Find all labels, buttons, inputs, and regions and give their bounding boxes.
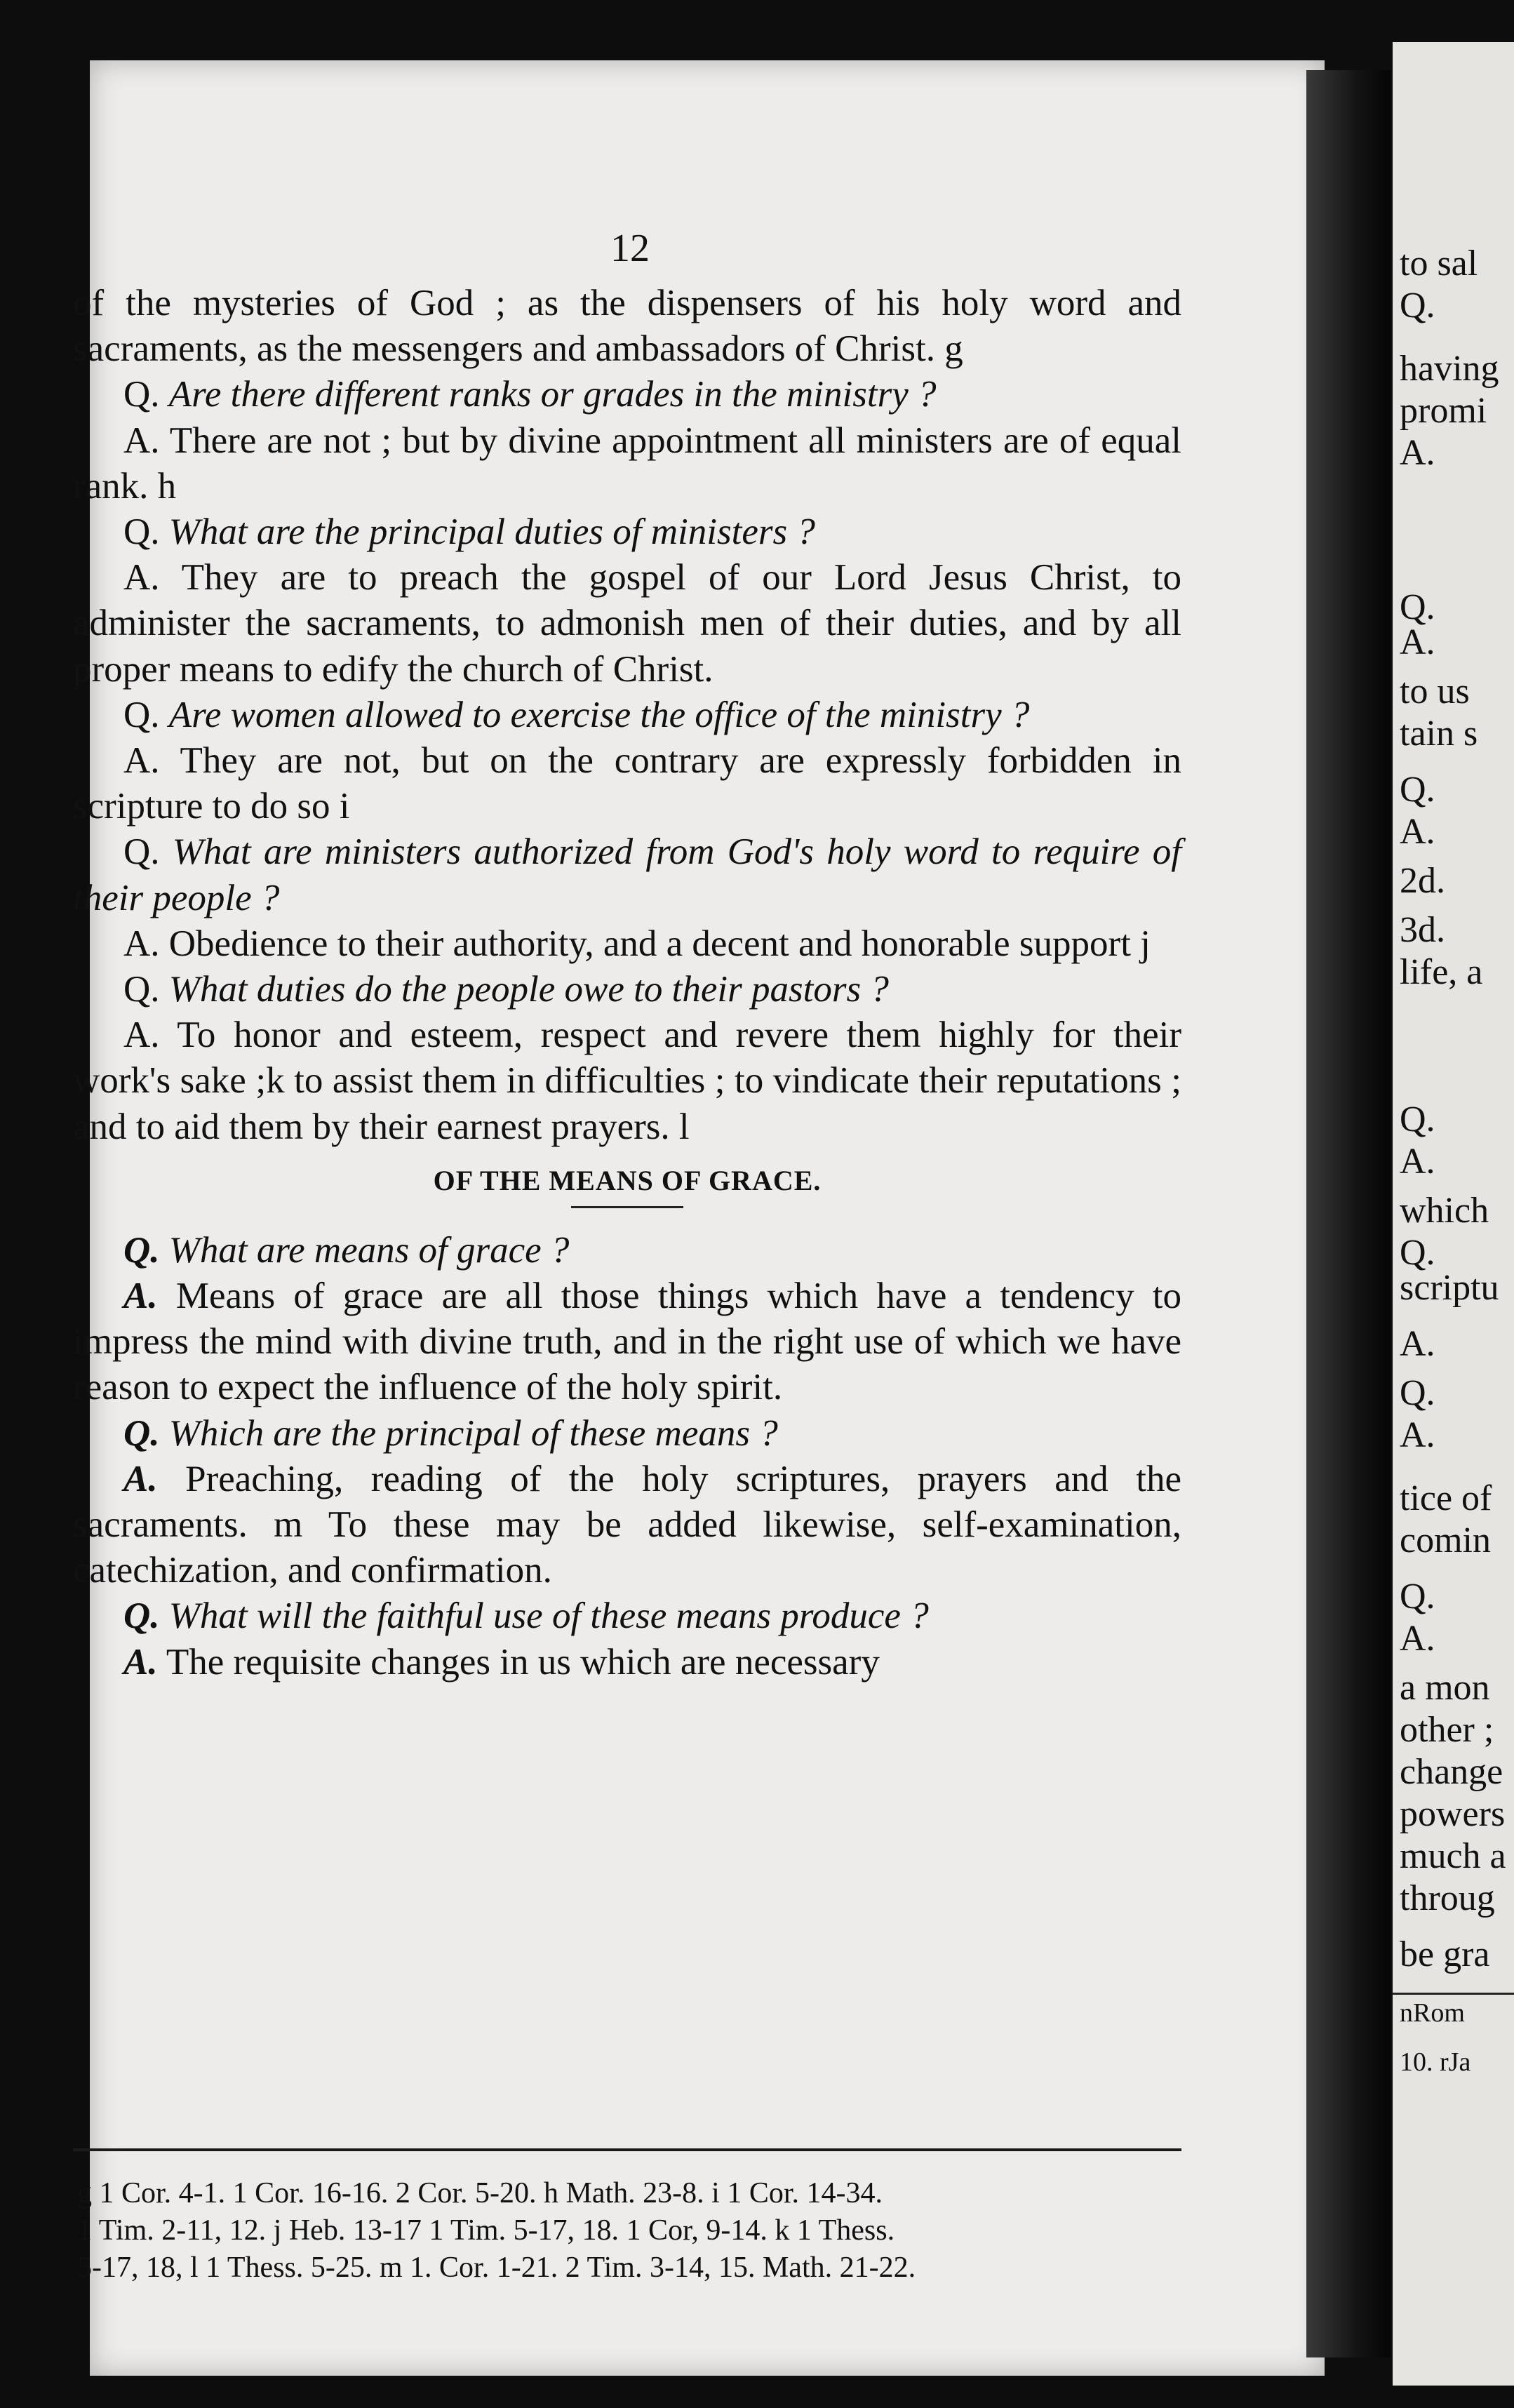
- question-text: What are ministers authorized from God's holy word to require of their people ?: [73, 831, 1182, 918]
- question: [73, 693, 1181, 738]
- answer: [73, 1457, 1181, 1594]
- facing-page-fragment: a mon: [1400, 1668, 1490, 1708]
- facing-page-fragment: change: [1400, 1752, 1503, 1792]
- question-text: What will the faithful use of these means produce ?: [168, 1596, 929, 1637]
- facing-page-fragment: A.: [1400, 1619, 1435, 1659]
- facing-page-fragment: tain s: [1400, 714, 1478, 754]
- facing-page-fragment: Q.: [1400, 1099, 1435, 1139]
- facing-page-fragment: other ;: [1400, 1710, 1494, 1750]
- facing-page-fragment: to us: [1400, 671, 1470, 711]
- question-text: Which are the principal of these means ?: [168, 1412, 778, 1454]
- facing-page-fragment: A.: [1400, 1415, 1435, 1455]
- answer: [73, 738, 1181, 829]
- facing-page-fragment: tice of: [1400, 1478, 1492, 1518]
- answer: [73, 1012, 1181, 1150]
- question-label: Q.: [123, 694, 160, 735]
- question-label: Q.: [123, 1229, 160, 1271]
- facing-page-fragment: A.: [1400, 1142, 1435, 1182]
- question-label: Q.: [123, 511, 160, 553]
- facing-page-fragment: A.: [1400, 812, 1435, 852]
- question: [73, 1593, 1181, 1639]
- facing-page-fragment: having: [1400, 349, 1499, 389]
- facing-page-fragment: Q.: [1400, 770, 1435, 810]
- question-text: What are means of grace ?: [168, 1229, 570, 1271]
- question-text: Are women allowed to exercise the office of the ministry ?: [168, 694, 1030, 735]
- footnote-line: g 1 Cor. 4-1. 1 Cor. 16-16. 2 Cor. 5-20. h Math. 23-8. i 1 Cor. 14-34.: [77, 2177, 883, 2209]
- facing-page-footnote-rule: [1393, 1993, 1514, 1995]
- facing-page-fragment: 10. rJa: [1400, 2047, 1471, 2077]
- footnotes: [77, 2175, 1179, 2287]
- catechism-text: [73, 225, 1181, 1685]
- answer-text: They are not, but on the contrary are expressly forbidden in scripture to do so i: [73, 740, 1181, 827]
- answer-text: To honor and esteem, respect and revere them highly for their work's sake ;k to assist them in difficulties ; to vindicate their reputations ; and to aid them by their earnest prayers. l: [73, 1015, 1181, 1147]
- facing-page-fragment: much a: [1400, 1836, 1506, 1876]
- footnote-line: 1 Tim. 2-11, 12. j Heb. 13-17 1 Tim. 5-17, 18. 1 Cor, 9-14. k 1 Thess.: [77, 2214, 895, 2247]
- answer-label: A.: [123, 1015, 160, 1056]
- question: [73, 509, 1181, 555]
- footnote-rule: [73, 2148, 1181, 2151]
- answer-text: They are to preach the gospel of our Lord Jesus Christ, to administer the sacraments, to admonish men of their duties, and by all proper means to edify the church of Christ.: [73, 557, 1181, 690]
- section-heading: OF THE MEANS OF GRACE.: [433, 1164, 822, 1196]
- facing-page-fragment: life, a: [1400, 952, 1483, 992]
- answer-text: Means of grace are all those things which have a tendency to impress the mind with divine truth, and in the right use of which we have reason to expect the influence of the holy spirit.: [73, 1276, 1181, 1408]
- question-label: Q.: [123, 831, 160, 873]
- facing-page-fragment: Q.: [1400, 286, 1435, 326]
- facing-page-fragment: Q.: [1400, 1373, 1435, 1413]
- question: [73, 372, 1181, 417]
- answer-text: There are not ; but by divine appointment all ministers are of equal rank. h: [73, 420, 1181, 507]
- facing-page-fragment: A.: [1400, 622, 1435, 662]
- answer-text: Preaching, reading of the holy scriptures, prayers and the sacraments. m To these may be added likewise, self-examination, catechization, and confirmation.: [73, 1458, 1181, 1591]
- question: [73, 1228, 1181, 1273]
- question-label: Q.: [123, 969, 160, 1010]
- question-label: Q.: [123, 374, 160, 415]
- answer: [73, 921, 1181, 967]
- answer-text: The requisite changes in us which are necessary: [166, 1641, 880, 1683]
- question: [73, 967, 1181, 1012]
- facing-page-fragment: throug: [1400, 1878, 1495, 1918]
- section-paragraphs: [73, 1228, 1181, 1685]
- page-number: 12: [610, 227, 650, 270]
- facing-page-fragment: Q.: [1400, 1233, 1435, 1273]
- facing-page-fragment: which: [1400, 1191, 1489, 1231]
- answer-label: A.: [123, 420, 160, 461]
- answer-label: A.: [123, 923, 160, 964]
- top-spacer: [73, 225, 1181, 281]
- answer-label: A.: [123, 1276, 158, 1317]
- facing-page-fragment: A.: [1400, 433, 1435, 473]
- question: [73, 1411, 1181, 1457]
- answer-label: A.: [123, 1458, 158, 1499]
- answer-text: Obedience to their authority, and a decent and honorable support j: [168, 923, 1151, 964]
- facing-page-fragment: 2d.: [1400, 861, 1445, 901]
- question-label: Q.: [123, 1596, 160, 1637]
- answer-label: A.: [123, 740, 160, 782]
- answer: [73, 1273, 1181, 1411]
- answer: [73, 418, 1181, 509]
- facing-page-fragment: promi: [1400, 391, 1487, 431]
- question-text: What are the principal duties of ministers ?: [168, 511, 815, 553]
- facing-page-fragment: Q.: [1400, 1577, 1435, 1617]
- section-rule: [571, 1206, 683, 1208]
- answer: [73, 1640, 1181, 1685]
- question: [73, 829, 1181, 921]
- question-text: What duties do the people owe to their pastors ?: [168, 969, 889, 1010]
- continuation-paragraph: of the mysteries of God ; as the dispensers of his holy word and sacraments, as the messengers and ambassadors of Christ. g: [73, 283, 1181, 370]
- answer-label: A.: [123, 557, 160, 598]
- answer: [73, 555, 1181, 693]
- facing-page-fragment: 3d.: [1400, 910, 1445, 950]
- facing-page: [1393, 42, 1514, 2386]
- main-paragraphs: [73, 281, 1181, 1150]
- question-label: Q.: [123, 1412, 160, 1454]
- facing-page-fragment: to sal: [1400, 243, 1478, 283]
- facing-page-fragment: A.: [1400, 1324, 1435, 1364]
- answer-label: A.: [123, 1641, 158, 1683]
- facing-page-fragment: Q.: [1400, 587, 1435, 627]
- question-text: Are there different ranks or grades in the ministry ?: [168, 374, 937, 415]
- book-gutter: [1306, 70, 1391, 2357]
- footnote-line: 5-17, 18, l 1 Thess. 5-25. m 1. Cor. 1-21. 2 Tim. 3-14, 15. Math. 21-22.: [77, 2252, 916, 2284]
- facing-page-fragment: scriptu: [1400, 1268, 1499, 1308]
- facing-page-fragment: be gra: [1400, 1934, 1490, 1974]
- facing-page-fragment: comin: [1400, 1520, 1491, 1560]
- facing-page-fragment: powers: [1400, 1794, 1506, 1834]
- facing-page-fragment: nRom: [1400, 1998, 1465, 2028]
